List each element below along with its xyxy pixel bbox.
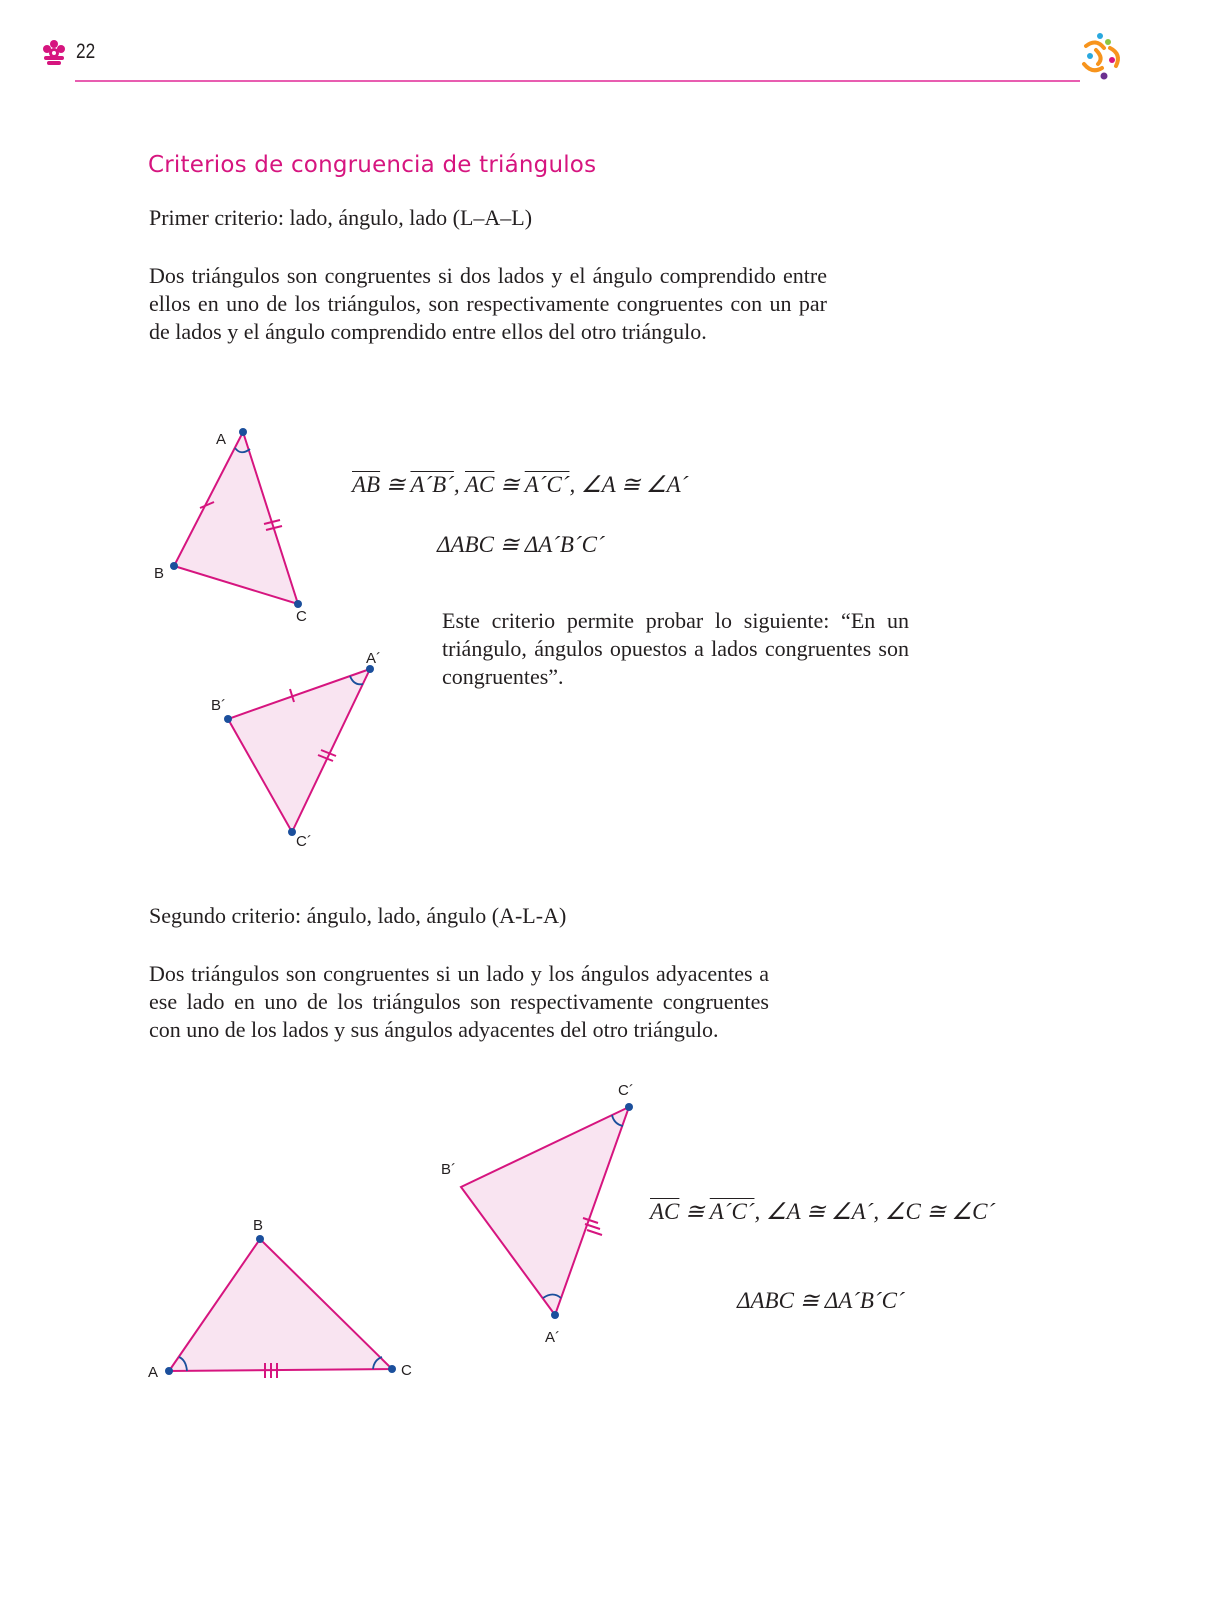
label-c2: C´: [296, 833, 312, 850]
label-c: C: [296, 608, 307, 625]
angle-congruence: , ∠A ≅ ∠A´: [569, 472, 689, 497]
section-title: Criterios de congruencia de triángulos: [148, 152, 597, 178]
criterion2-heading: Segundo criterio: ángulo, lado, ángulo (A-L-A): [149, 903, 567, 928]
label-b2: B´: [441, 1161, 456, 1178]
criterion1-heading: Primer criterio: lado, ángulo, lado (L–A–L): [149, 205, 533, 230]
label-b2: B´: [211, 697, 226, 714]
vertex-b: [256, 1235, 264, 1243]
page-number: 22: [76, 40, 96, 63]
label-b: B: [253, 1217, 264, 1234]
congruent-sign: ≅: [494, 472, 525, 497]
congruent-sign: ≅: [380, 472, 411, 497]
segment-a2b2: A´B´: [410, 472, 454, 497]
triangle-abc-2: [148, 1217, 412, 1381]
segment-ac: $\overline{AC}$: [464, 472, 495, 497]
label-a: A: [216, 431, 227, 448]
vertex-a: [165, 1367, 173, 1375]
segment-ab: $\overline{AB}$: [352, 472, 381, 497]
segment-a2c2: A´C´: [709, 1199, 755, 1224]
vertex-c: [388, 1365, 396, 1373]
criterion2-text: Dos triángulos son congruentes si un lado y los ángulos adyacentes a ese lado en uno de los triángulos son respectivamente congruentes con uno de los lados y sus ángulos adyacentes del otro triángulo.: [149, 961, 769, 1042]
criterion1-text: Dos triángulos son congruentes si dos lados y el ángulo comprendido entre ellos en uno de los triángulos, son respectivamente congruentes con un par de lados y el ángulo comprendido entre ellos del otro triángulo.: [149, 263, 827, 344]
criterion2-triangle-congruence: ΔABC ≅ ΔA´B´C´: [737, 1288, 905, 1313]
label-a: A: [148, 1364, 159, 1381]
segment-ac: $\overline{AC}$: [650, 1199, 680, 1224]
label-b: B: [154, 565, 165, 582]
label-c2: C´: [618, 1082, 634, 1099]
angle-congruence: , ∠A ≅ ∠A´, ∠C ≅ ∠C´: [754, 1199, 996, 1224]
label-a2: A´: [366, 650, 381, 667]
separator: ,: [453, 472, 465, 497]
label-a2: A´: [545, 1329, 560, 1346]
congruent-sign: ≅: [679, 1199, 710, 1224]
label-c: C: [401, 1362, 412, 1379]
criterion1-triangle-congruence: ΔABC ≅ ΔA´B´C´: [437, 532, 605, 557]
vertex-a2: [551, 1311, 559, 1319]
triangle-a2b2c2-2: [441, 1082, 634, 1346]
criterion1-note: Este criterio permite probar lo siguiente: “En un triángulo, ángulos opuestos a lados congruentes son congruentes”.: [442, 608, 909, 689]
vertex-c2: [625, 1103, 633, 1111]
segment-a2c2: A´C´: [524, 472, 570, 497]
